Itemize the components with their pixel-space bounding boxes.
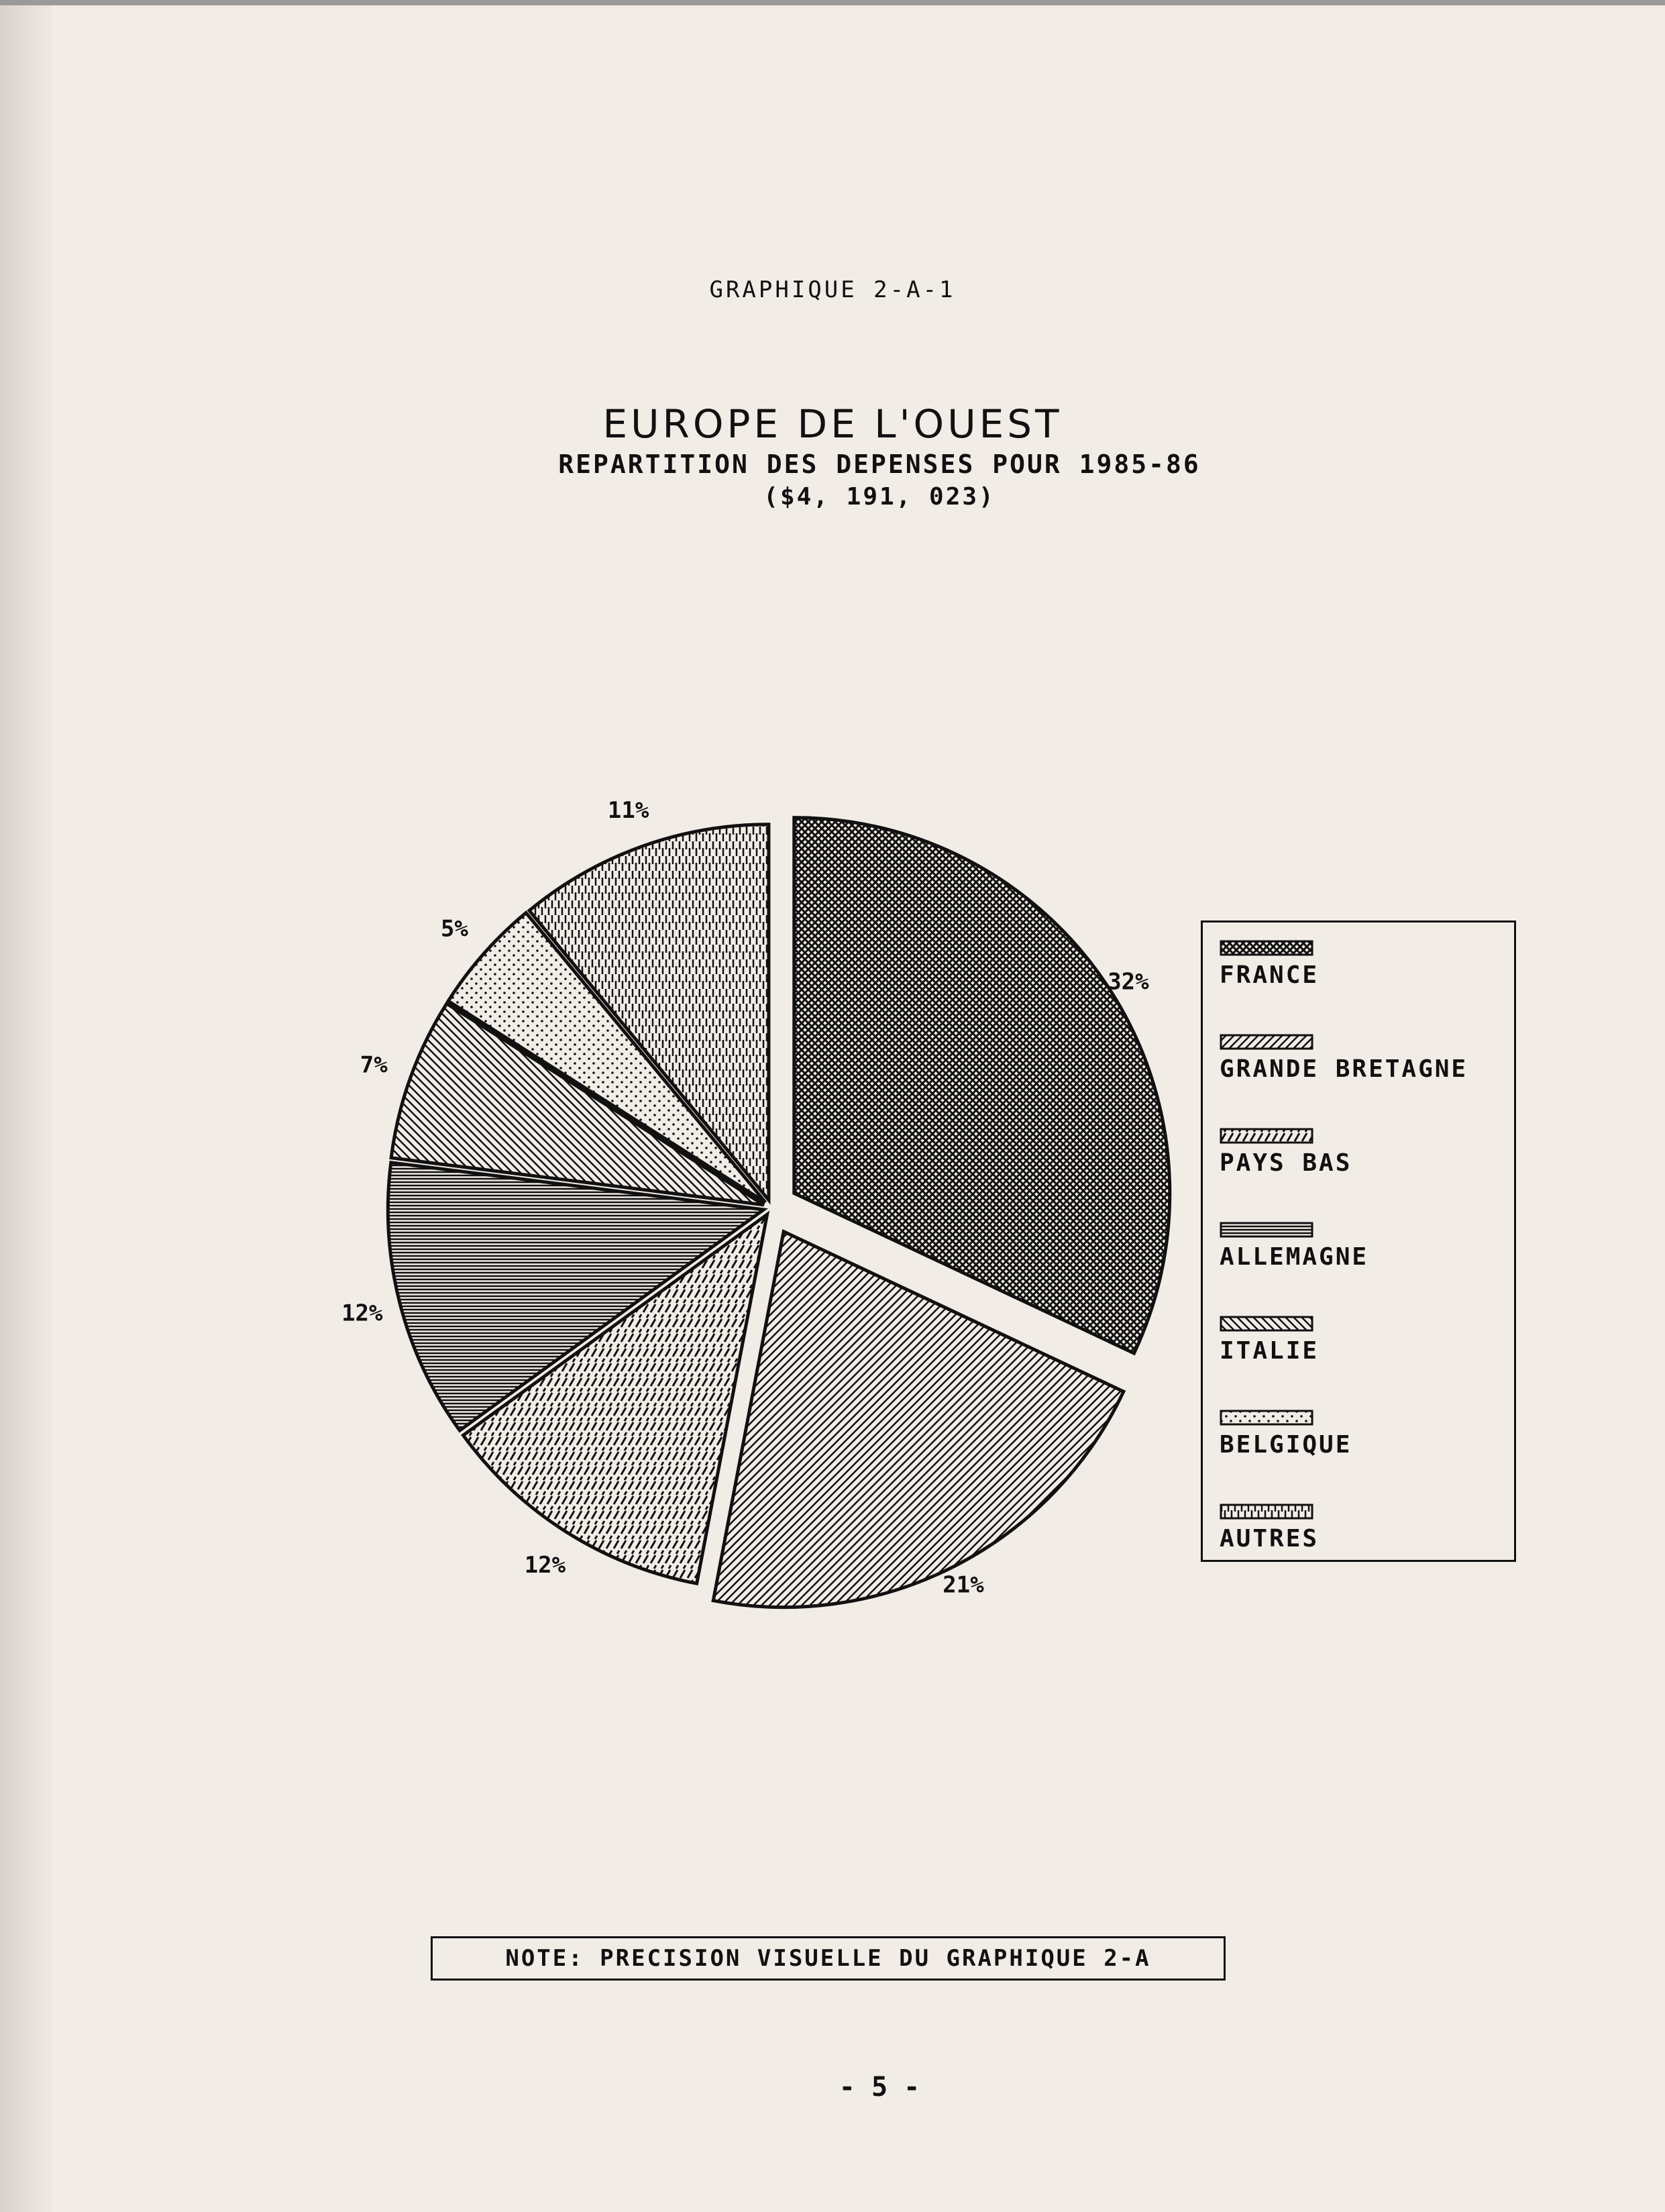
legend-label-italie: ITALIE: [1220, 1337, 1320, 1365]
legend-label-grande-bretagne: GRANDE BRETAGNE: [1220, 1055, 1468, 1083]
legend-item-allemagne: [1220, 1222, 1368, 1271]
legend-label-belgique: BELGIQUE: [1220, 1431, 1352, 1459]
note-box: NOTE: PRECISION VISUELLE DU GRAPHIQUE 2-A: [431, 1936, 1226, 1981]
legend-item-belgique: [1220, 1410, 1352, 1459]
legend-swatch-autres: [1220, 1504, 1313, 1520]
legend-label-autres: AUTRES: [1220, 1525, 1320, 1552]
legend-swatch-france: [1220, 940, 1313, 956]
figure-label: GRAPHIQUE 2-A-1: [709, 276, 956, 303]
pie-label-autres: 11%: [607, 797, 649, 825]
pie-label-france: 32%: [1108, 968, 1149, 996]
chart-title: EUROPE DE L'OUEST: [602, 401, 1063, 447]
page-number: - 5 -: [839, 2072, 920, 2103]
chart-subtitle: REPARTITION DES DEPENSES POUR 1985-86: [558, 450, 1201, 479]
legend-item-italie: [1220, 1316, 1319, 1365]
chart-total-amount: ($4, 191, 023): [763, 483, 996, 511]
chart-legend: [1201, 920, 1516, 1562]
legend-label-allemagne: ALLEMAGNE: [1220, 1243, 1369, 1271]
pie-label-pays-bas: 12%: [524, 1551, 566, 1579]
legend-item-grande-bretagne: [1220, 1034, 1468, 1083]
pie-label-grande-bretagne: 21%: [943, 1571, 984, 1599]
legend-item-pays-bas: [1220, 1128, 1352, 1177]
legend-swatch-belgique: [1220, 1410, 1313, 1426]
legend-swatch-allemagne: [1220, 1222, 1313, 1238]
legend-swatch-italie: [1220, 1316, 1313, 1332]
legend-swatch-grande-bretagne: [1220, 1034, 1313, 1050]
pie-label-allemagne: 12%: [341, 1300, 383, 1327]
legend-label-pays-bas: PAYS BAS: [1220, 1149, 1352, 1177]
legend-label-france: FRANCE: [1220, 961, 1320, 989]
legend-item-autres: [1220, 1504, 1319, 1552]
legend-item-france: [1220, 940, 1319, 989]
pie-label-belgique: 5%: [440, 915, 468, 943]
legend-swatch-pays-bas: [1220, 1128, 1313, 1144]
pie-label-italie: 7%: [360, 1051, 388, 1079]
